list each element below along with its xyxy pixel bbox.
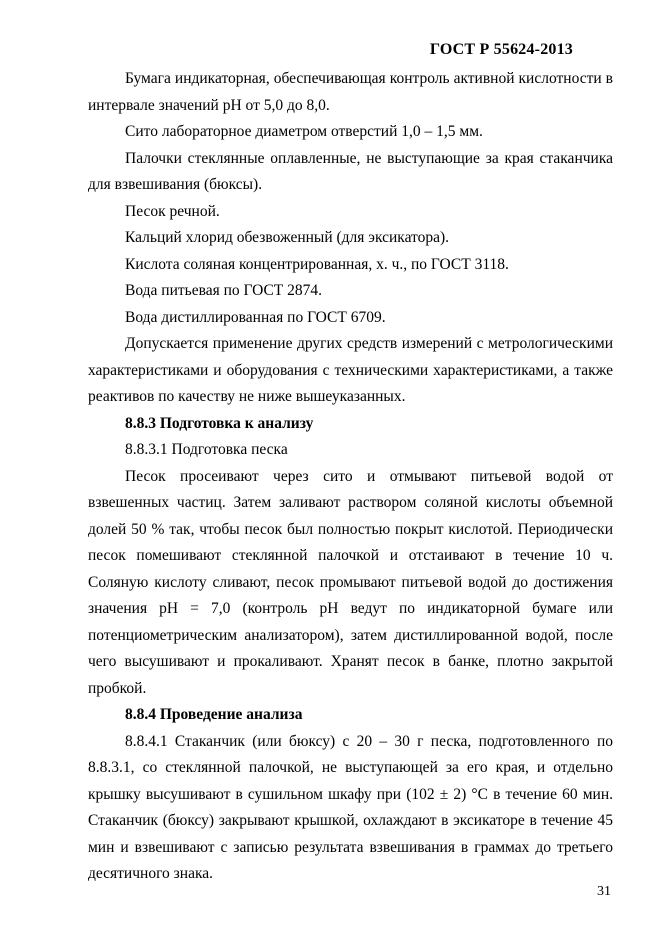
paragraph-sieve: Сито лабораторное диаметром отверстий 1,0 – 1,5 мм.: [125, 123, 483, 140]
paragraph-indicator-paper: Бумага индикаторная, обеспечивающая контроль активной кислотности в интервале значений рН от 5,0 до 8,0.: [88, 70, 613, 114]
paragraph-hydrochloric-acid: Кислота соляная концентрированная, х. ч., по ГОСТ 3118.: [125, 255, 509, 273]
paragraph-analysis-procedure: 8.8.4.1 Стаканчик (или бюксу) с 20 – 30 г песка, подготовленного по 8.8.3.1, со стеклянной палочкой, не выступающей за его края, и отдельно крышку высушивают в сушильном шкафу при (102 ± 2) °С в течение 60 мин. Стаканчик (бюксу) закрывают крышкой, охлаждают в эксикаторе в течение 45 мин и взвешивают с записью результата взвешивания в граммах до третьего десятичного знака.: [88, 732, 613, 882]
paragraph-distilled-water: Вода дистиллированная по ГОСТ 6709.: [125, 308, 386, 326]
paragraph-alternatives: Допускается применение других средств измерений с метрологическими характеристиками и оборудования с техническими характеристиками, а также реактивов по качеству не ниже вышеуказанных.: [88, 335, 613, 405]
paragraph-drinking-water: Вода питьевая по ГОСТ 2874.: [125, 282, 323, 299]
paragraph-glass-rods: Палочки стеклянные оплавленные, не выступающие за края стаканчика для взвешивания (бюксы).: [88, 149, 613, 193]
section-heading-884: 8.8.4 Проведение анализа: [125, 706, 303, 723]
paragraph-sand-preparation: Песок просеивают через сито и отмывают питьевой водой от взвешенных частиц. Затем заливают раствором соляной кислоты объемной долей 50 % так, чтобы песок был полностью покрыт кислотой. Периодически песок помешивают стеклянной палочкой и отстаивают в течение 10 ч. Соляную кислоту сливают, песок промывают питьевой водой до достижения значения рН = 7,0 (контроль рН ведут по индикаторной бумаге или потенциометрическим анализатором), затем дистиллированной водой, после чего высушивают и прокаливают. Хранят песок в банке, плотно закрытой пробкой.: [88, 467, 613, 697]
paragraph-sand: Песок речной.: [125, 202, 220, 220]
page-number: 31: [597, 884, 611, 899]
paragraph-calcium-chloride: Кальций хлорид обезвоженный (для эксикатора).: [125, 229, 450, 246]
document-code: ГОСТ Р 55624-2013: [429, 41, 573, 58]
section-heading-883: 8.8.3 Подготовка к анализу: [125, 414, 314, 432]
page-body: [88, 66, 613, 888]
subheading-8831: 8.8.3.1 Подготовка песка: [125, 441, 288, 458]
